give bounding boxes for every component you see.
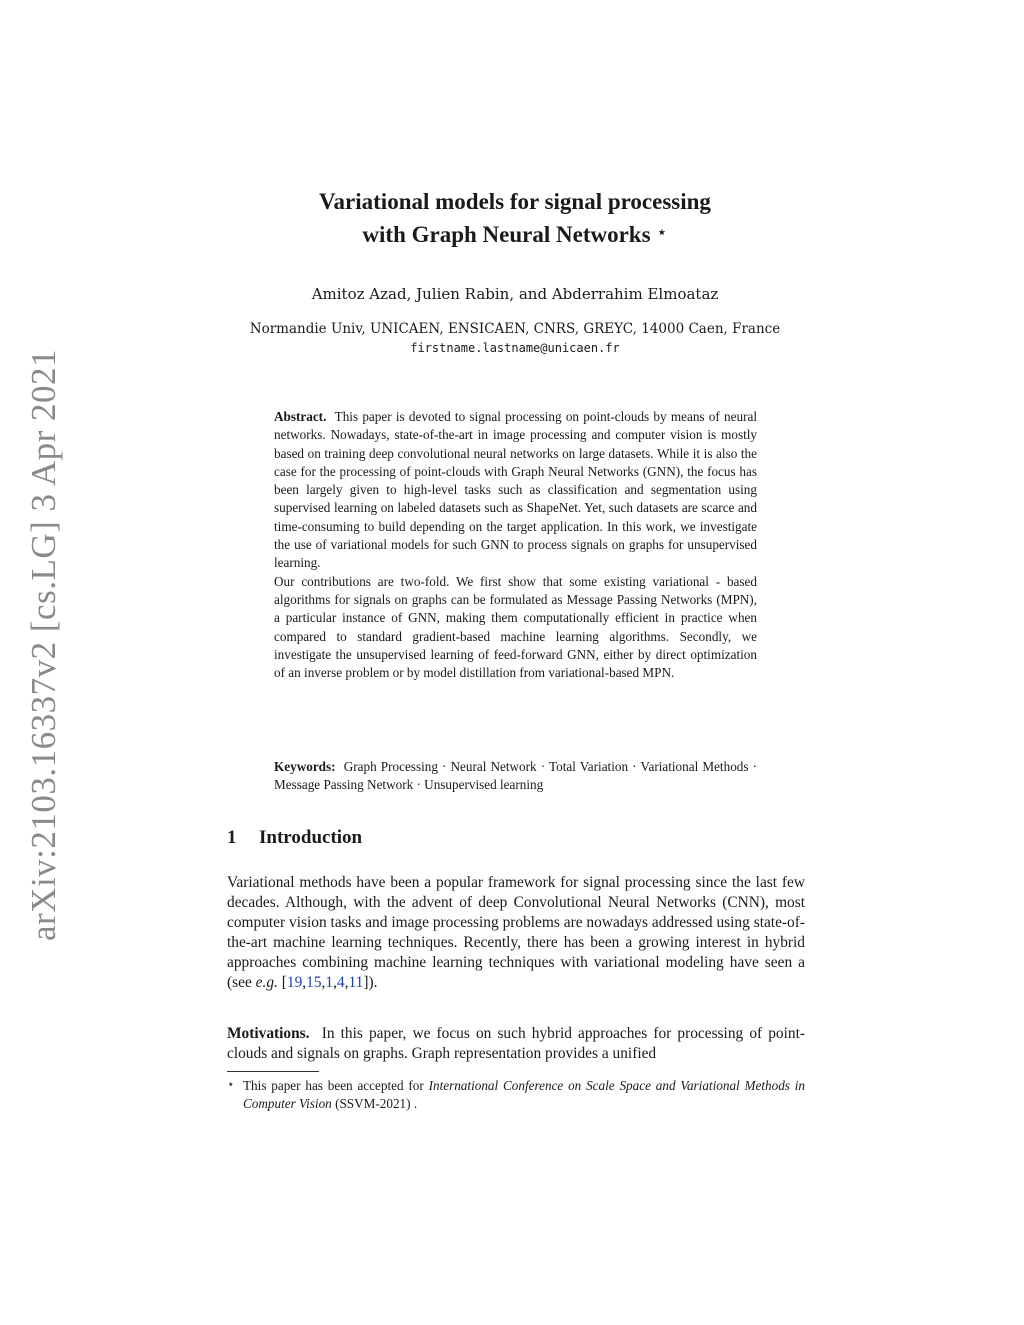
footnote-text-before: This paper has been accepted for	[243, 1078, 424, 1093]
cite-open: [	[281, 974, 287, 991]
footnote-rule	[227, 1071, 319, 1072]
keywords	[274, 758, 757, 795]
footnote	[227, 1077, 805, 1113]
abstract	[274, 408, 757, 682]
keywords-label: Keywords:	[274, 759, 336, 774]
intro-text-1: Variational methods have been a popular framework for signal processing since the last few decades. Although, with the advent of deep Convolutional Neural Networks (CNN), most computer vision tasks and image processing problems are nowadays addressed using state-of-the-art machine learning techniques. Recently, there has been a growing interest in hybrid approaches combining machine learning techniques with variational modeling have seen a (see	[227, 874, 805, 991]
keywords-text: Graph Processing · Neural Network · Total Variation · Variational Methods · Message Passing Network · Unsupervised learning	[274, 759, 757, 793]
motivations-label: Motivations.	[227, 1025, 310, 1042]
footnote-mark: ⋆	[227, 1077, 235, 1091]
title-line-2	[200, 217, 830, 250]
citation-link[interactable]: 15	[306, 974, 322, 991]
citation-link[interactable]: 1	[325, 974, 334, 991]
footnote-venue: International Conference on Scale Space and Variational Methods in Computer Vision	[243, 1078, 805, 1111]
intro-text-2: In this paper, we focus on such hybrid approaches for processing of point-clouds and signals on graphs. Graph representation provides a unified	[227, 1025, 805, 1062]
abstract-label: Abstract.	[274, 409, 327, 424]
section-heading	[227, 827, 362, 849]
author-email: firstname.lastname@unicaen.fr	[410, 341, 620, 355]
abstract-text-1: This paper is devoted to signal processing on point-clouds by means of neural networks. Nowadays, state-of-the-art in image processing and computer vision is mostly based on training deep convolutional neural networks on large datasets. While it is also the case for the processing of point-clouds with Graph Neural Networks (GNN), the focus has been largely given to high-level tasks such as classification and segmentation using supervised learning on labeled datasets such as ShapeNet. Yet, such datasets are scarce and time-consuming to build depending on the target application. In this work, we investigate the use of variational models for such GNN to process signals on graphs for unsupervised learning.	[274, 409, 757, 571]
affiliation-block	[200, 320, 830, 358]
intro-paragraph-1: Variational methods have been a popular framework for signal processing since the last few decades. Although, with the advent of deep Convolutional Neural Networks (CNN), most computer vision tasks and image processing problems are nowadays addressed using state-of-the-art machine learning techniques. Recently, there has been a growing interest in hybrid approaches combining machine learning techniques with variational modeling have seen a (see e.g. [19,15,1,4,11]).	[227, 874, 805, 991]
paper-title	[200, 186, 830, 250]
citation-link[interactable]: 4	[336, 974, 345, 991]
arxiv-side-label	[24, 348, 64, 942]
title-line-1: Variational models for signal processing	[319, 189, 711, 214]
cite-close: ]).	[363, 974, 378, 991]
arxiv-identifier: arXiv:2103.16337v2 [cs.LG] 3 Apr 2021	[24, 348, 64, 942]
title-footnote-star: ⋆	[656, 222, 668, 242]
eg-abbrev: e.g.	[255, 974, 278, 991]
abstract-paragraph-2: Our contributions are two-fold. We first show that some existing variational - based algorithms for signals on graphs can be formulated as Message Passing Networks (MPN), a particular instance of GNN, making them computationally efficient in practice when compared to standard gradient-based machine learning algorithms. Secondly, we investigate the unsupervised learning of feed-forward GNN, either by direct optimization of an inverse problem or by model distillation from variational-based MPN.	[274, 573, 757, 681]
abstract-paragraph-1	[274, 408, 757, 573]
affiliation: Normandie Univ, UNICAEN, ENSICAEN, CNRS, GREYC, 14000 Caen, France	[249, 321, 781, 337]
intro-paragraph-2	[227, 1024, 805, 1064]
footnote-text-after: (SSVM-2021) .	[335, 1096, 418, 1111]
section-number: 1	[227, 827, 237, 848]
author-list: Amitoz Azad, Julien Rabin, and Abderrahim Elmoataz	[311, 285, 719, 303]
citation-link[interactable]: 11	[348, 974, 364, 991]
title-line-2-text: with Graph Neural Networks	[362, 222, 651, 247]
citation-link[interactable]: 19	[286, 974, 303, 991]
section-title: Introduction	[259, 827, 363, 848]
